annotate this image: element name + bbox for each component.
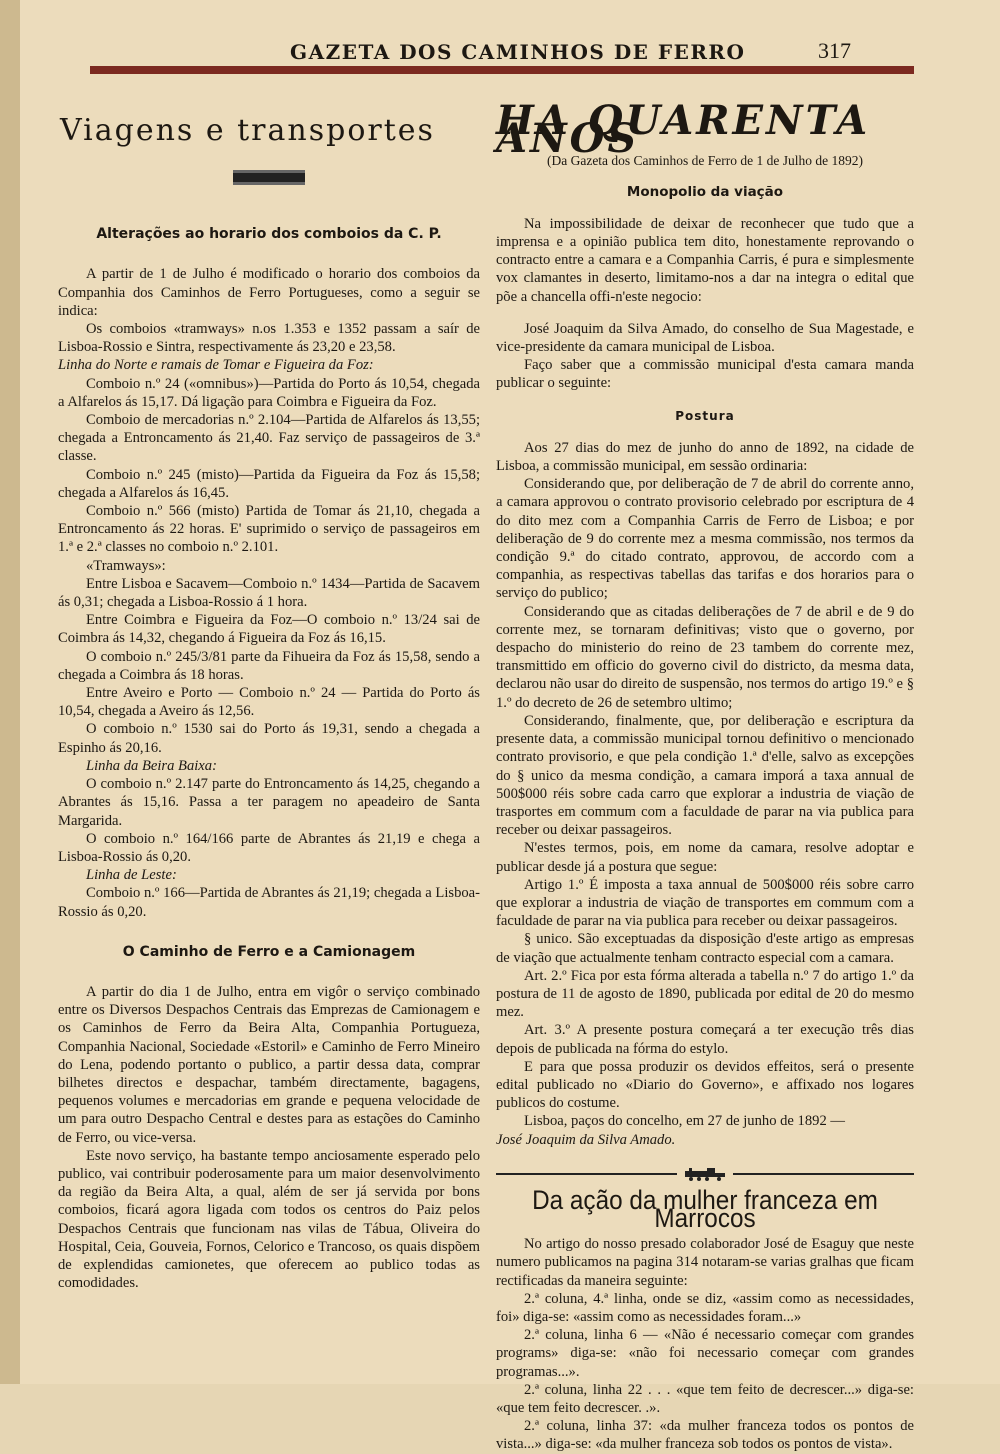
paragraph: N'estes termos, pois, em nome da camara, resolve adoptar e publicar desde já a postura que segue: <box>496 840 914 875</box>
section-title-viagens: Viagens e transportes <box>60 113 435 148</box>
journal-title: GAZETA DOS CAMINHOS DE FERRO <box>290 40 746 64</box>
paragraph: Considerando que, por deliberação de 7 de abril do corrente anno, a camara approvou o contrato provisorio celebrado por escriptura de 4 do dito mez com a Companhia Carris de Ferro de Lisboa; e por deliberação de 9 do corrente mez a mesma commissão, nos termos da condição 9.ª do citado contrato, approvou, de accordo com a companhia, as respectivas tabellas das tarifas e dos horarios para o serviço do publico; <box>496 476 914 602</box>
paragraph: Comboio n.º 245 (misto)—Partida da Figueira da Foz ás 15,58; chegada a Alfarelos ás 16,45. <box>58 466 480 501</box>
paragraph: § unico. São exceptuadas da disposição d'este artigo as empresas de viação que actualmente tenham contracto especial com a camara. <box>496 931 914 966</box>
closing-line: Lisboa, paços do concelho, em 27 de junho de 1892 — <box>524 1113 845 1130</box>
paragraph: Comboio n.º 166—Partida de Abrantes ás 21,19; chegada a Lisboa-Rossio ás 0,20. <box>58 885 481 920</box>
paragraph: A partir de 1 de Julho é modificado o horario dos comboios da Companhia dos Caminhos de Ferro Portugueses, como a seguir se indica: <box>58 266 480 319</box>
article-heading-horario: Alterações ao horario dos comboios da C. P. <box>96 226 442 243</box>
paragraph: Comboio n.º 24 («omnibus»)—Partida do Porto ás 10,54, chegada a Alfarelos ás 15,17. Dá ligação para Coimbra e Figueira da Foz. <box>58 375 480 410</box>
paragraph: Aos 27 dias do mez de junho do anno de 1892, na cidade de Lisboa, a commissão municipal, em sessão ordinaria: <box>496 439 914 475</box>
spacer <box>496 306 914 320</box>
paragraph: 2.ª coluna, linha 22 . . . «que tem feito de decrescer...» diga-se: «que tem feito decrescer. .». <box>496 1381 914 1416</box>
paragraph: Na impossibilidade de deixar de reconhecer que tudo que a imprensa e a opinião publica tem dito, honestamente reprovando o contracto entre a camara e a Companhia Carris, é pura e simplesmente vox clamantes in deserto, limitamo-nos a dar na integra o edital que põe a chancella offi-n'este negocio: <box>496 215 914 305</box>
left-column <box>58 112 480 1292</box>
paragraph: Os comboios «tramways» n.os 1.353 e 1352 passam a saír de Lisboa-Rossio e Sintra, respectivamente ás 23,20 e 23,58. <box>58 321 480 356</box>
paragraph: José Joaquim da Silva Amado, do conselho de Sua Magestade, e vice-presidente da camara municipal de Lisboa. <box>496 320 914 356</box>
divider-line <box>496 1173 677 1175</box>
section-divider <box>496 1167 914 1181</box>
postura-label: Postura <box>675 408 735 423</box>
binding-gutter <box>0 0 20 1384</box>
right-column <box>496 97 914 1454</box>
paragraph: «Tramways»: <box>86 557 166 574</box>
article-heading-marrocos: Da ação da mulher franceza em Marrocos <box>532 1184 878 1233</box>
paragraph: No artigo do nosso presado colaborador José de Esaguy que neste numero publicamos na pagina 314 notaram-se varias gralhas que ficam rectificadas da maneira seguinte: <box>496 1236 914 1289</box>
paragraph: Art. 2.º Fica por esta fórma alterada a tabella n.º 7 do artigo 1.º da postura de 11 de agosto de 1890, publicada por edital de 20 do mesmo mez. <box>496 967 914 1021</box>
paragraph: A partir do dia 1 de Julho, entra em vigôr o serviço combinado entre os Diversos Despachos Centrais das Emprezas de Camionagem e os Caminhos de Ferro da Beira Alta, Companhia Portugueza, Companhia Nacional, Sociedade «Estoril» e Caminho de Ferro Mineiro do Lena, podendo portanto o publico, a partir dessa data, comprar bilhetes directos e despachar, também directamente, bagagens, pequenos volumes e mercadorias em grande e pequena velocidade de um para outro Despacho Central e destes para as estações do Caminho de Ferro, ou vice-versa. <box>58 983 480 1146</box>
paragraph: Art. 3.º A presente postura começará a ter execução três dias depois de publicada na fórma do estylo. <box>496 1022 914 1057</box>
page-number: 317 <box>818 38 851 63</box>
paragraph: 2.ª coluna, linha 6 — «Não é necessario começar com grandes programs» diga-se: «não foi necessario começar com grandes programas...». <box>496 1327 914 1380</box>
paragraph: E para que possa produzir os devidos effeitos, será o presente edital publicado no «Diario do Governo», e affixado nos logares publicos do costume. <box>496 1058 914 1112</box>
line-subheading: Linha da Beira Baixa: <box>86 757 217 774</box>
paragraph: O comboio n.º 2.147 parte do Entroncamento ás 14,25, chegando a Abrantes ás 15,16. Passa a ter paragem no apeadeiro de Santa Margarida. <box>58 776 480 829</box>
paragraph: 2.ª coluna, 4.ª linha, onde se diz, «assim como as necessidades, foi» diga-se: «assim como as necessidades foram...» <box>496 1290 914 1325</box>
article-heading-monopolio: Monopolio da viação <box>626 183 784 200</box>
paragraph: 2.ª coluna, linha 37: «da mulher franceza todos os pontos de vista...» diga-se: «da mulher franceza sob todos os pontos de vista». <box>496 1418 914 1453</box>
paragraph: Comboio n.º 566 (misto) Partida de Tomar ás 21,10, chegada a Entroncamento ás 22 horas. E' suprimido o serviço de passageiros em 1.ª e 2.ª classes no comboio n.º 2.101. <box>58 503 480 556</box>
paragraph: Faço saber que a commissão municipal d'esta camara manda publicar o seguinte: <box>496 357 914 392</box>
citation: (Da Gazeta dos Caminhos de Ferro de 1 de Julho de 1892) <box>546 153 864 169</box>
article-heading-camionagem: O Caminho de Ferro e a Camionagem <box>122 943 416 960</box>
paragraph: Considerando, finalmente, que, por deliberação e escriptura da presente data, a commissão municipal tornou definitivo o mencionado contrato provisorio, e que pela condição 1.ª d'elle, salvo as excepções do § unico da mesma condição, a camara imporá a taxa annual de 500$000 réis sobre cada carro que explorar a industria de viação de trasportes em commum com a faculdade de parar na via publica para receber ou deixar passageiros. <box>496 712 914 839</box>
locomotive-icon <box>683 1167 727 1181</box>
header-rule <box>90 66 914 74</box>
line-subheading: Linha do Norte e ramais de Tomar e Figueira da Foz: <box>58 357 374 374</box>
paragraph: O comboio n.º 1530 sai do Porto ás 19,31, sendo a chegada a Espinho ás 20,16. <box>58 721 480 756</box>
divider-line <box>733 1173 914 1175</box>
paragraph: Entre Aveiro e Porto — Comboio n.º 24 — Partida do Porto ás 10,54, chegada a Aveiro ás 12,56. <box>58 685 480 720</box>
paragraph: Artigo 1.º É imposta a taxa annual de 500$000 réis sobre carro que explorar a industria de viação de transportes em commum com a faculdade de parar na via publica para receber ou deixar passageiros. <box>496 876 914 930</box>
paragraph: O comboio n.º 164/166 parte de Abrantes ás 21,19 e chega a Lisboa-Rossio ás 0,20. <box>58 830 480 865</box>
paragraph: Comboio de mercadorias n.º 2.104—Partida de Alfarelos ás 13,55; chegada a Entroncamento ás 21,40. Faz serviço de passageiros de 3.ª classe. <box>58 412 480 465</box>
paragraph: Este novo serviço, ha bastante tempo anciosamente esperado pelo publico, vai contribuir poderosamente para um maior desenvolvimento da região da Beira Alta, a qual, além de ser já servida por bons comboios, ficará agora ligada com todos os centros do Paiz pelos Despachos Centrais que funcionam nas vilas de Tábua, Oliveira do Hospital, Ceia, Gouveia, Fornos, Celorico e Trancoso, os quais dispõem de explendidas camionetes, que oferecem ao publico todas as comodidades. <box>58 1147 480 1292</box>
paragraph: Entre Coimbra e Figueira da Foz—O comboio n.º 13/24 sai de Coimbra ás 14,32, chegando á Figueira da Foz ás 16,15. <box>58 612 480 647</box>
paragraph: Considerando que as citadas deliberações de 7 de abril e de 9 do corrente mez, se tornaram definitivas; visto que o governo, por despacho do ministerio do reino de 23 tambem do corrente mez, transmittido em officio do governo civil do districto, da mesma data, declarou não usar do direito de suspensão, nos termos do artigo 19.º e § 1.º do decreto de 26 de setembro ultimo; <box>496 603 914 711</box>
section-title-quarenta-anos: HA QUARENTA ANOS <box>496 97 871 163</box>
paragraph: O comboio n.º 245/3/81 parte da Fihueira da Foz ás 15,58, sendo a chegada a Coimbra ás 18 horas. <box>58 648 480 683</box>
paragraph: Entre Lisboa e Sacavem—Comboio n.º 1434—Partida de Sacavem ás 0,31; chegada a Lisboa-Rossio á 1 hora. <box>58 575 480 611</box>
signature: José Joaquim da Silva Amado. <box>496 1131 676 1148</box>
decorative-bar <box>233 170 305 185</box>
line-subheading: Linha de Leste: <box>86 867 177 884</box>
